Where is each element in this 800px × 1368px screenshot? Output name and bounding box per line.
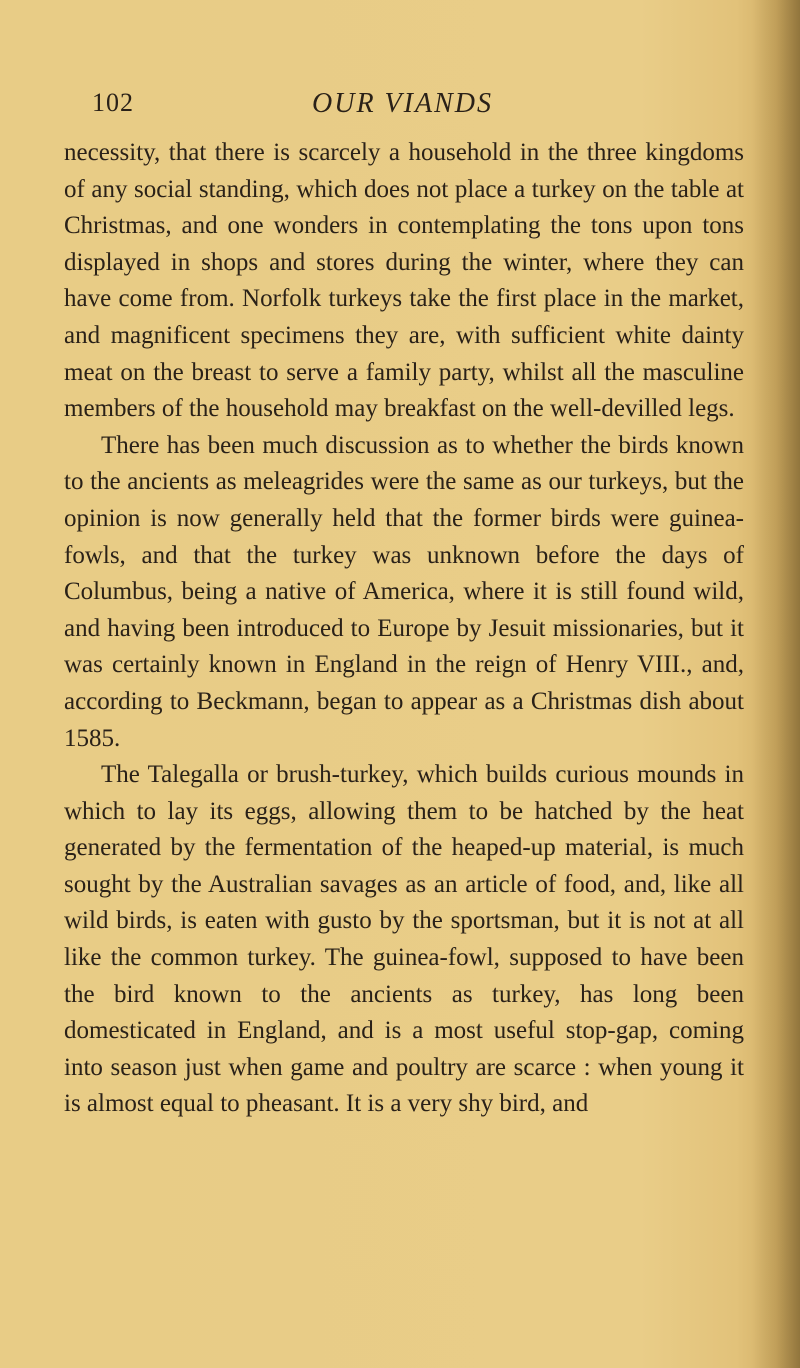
paragraph-continued: necessity, that there is scarcely a household in the three kingdoms of any social standing, which does not place a turkey on the table at Christmas, and one wonders in contemplating the tons upon tons displayed in shops and stores during the winter, where they can have come from. Norfolk turkeys take the first place in the market, and magnificent specimens they are, with sufficient white dainty meat on the breast to serve a family party, whilst all the masculine members of the household may breakfast on the well-devilled legs. (64, 139, 744, 423)
paragraph-talegalla: The Talegalla or brush-turkey, which builds curious mounds in which to lay its eggs, allowing them to be hatched by the heat generated by the fermentation of the heaped-up material, is much sought by the Australian savages as an article of food, and, like all wild birds, is eaten with gusto by the sportsman, but it is not at all like the common turkey. The guinea-fowl, supposed to have been the bird known to the ancients as turkey, has long been domesticated in England, and is a most useful stop-gap, coming into season just when game and poultry are scarce : when young it is almost equal to pheasant. It is a very shy bird, and (64, 761, 744, 1118)
body-text (64, 135, 744, 1123)
paragraph-meleagrides: There has been much discussion as to whether the birds known to the ancients as meleagrides were the same as our turkeys, but the opinion is now generally held that the former birds were guinea-fowls, and that the turkey was unknown before the days of Columbus, being a native of America, where it is still found wild, and having been introduced to Europe by Jesuit missionaries, but it was certainly known in England in the reign of Henry VIII., and, according to Beckmann, began to appear as a Christmas dish about 1585. (64, 431, 744, 752)
page-header (0, 88, 800, 128)
page-number: 102 (92, 88, 134, 117)
running-head: OUR VIANDS (312, 88, 493, 119)
page-edge-shadow (752, 0, 800, 1368)
